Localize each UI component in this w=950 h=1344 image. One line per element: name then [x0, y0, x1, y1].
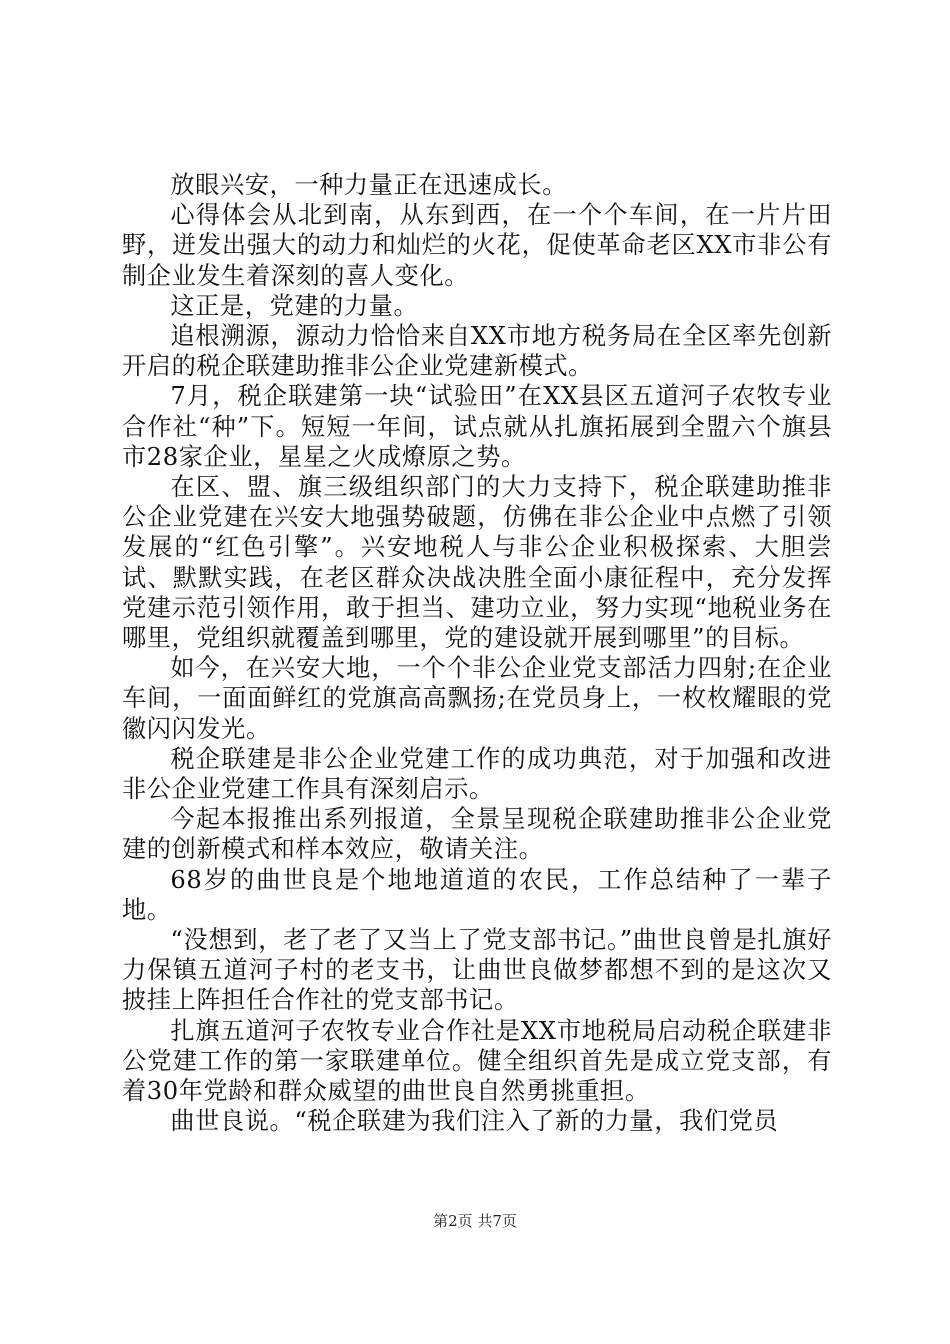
- paragraph: 这正是，党建的力量。: [170, 291, 419, 320]
- paragraph: 68岁的曲世良是个地地道道的农民，工作总结种了一辈子地。: [122, 865, 832, 924]
- paragraph: 税企联建是非公企业党建工作的成功典范，对于加强和改进非公企业党建工作具有深刻启示。: [122, 744, 832, 804]
- paragraph: 追根溯源，源动力恰恰来自XX市地方税务局在全区率先创新开启的税企联建助推非公企业党建新模式。: [122, 322, 832, 381]
- paragraph: 放眼兴安，一种力量正在迅速成长。: [170, 171, 567, 199]
- paragraph: “没想到，老了老了又当上了党支部书记。”曲世良曾是扎旗好力保镇五道河子村的老支书，让曲世良做梦都想不到的是这次又披挂上阵担任合作社的党支部书记。: [122, 926, 832, 1015]
- paragraph: 心得体会从北到南，从东到西，在一个个车间，在一片片田野，迸发出强大的动力和灿烂的火花，促使革命老区XX市非公有制企业发生着深刻的喜人变化。: [122, 201, 832, 290]
- paragraph: 今起本报推出系列报道，全景呈现税企联建助推非公企业党建的创新模式和样本效应，敬请关注。: [122, 805, 832, 864]
- paragraph: 扎旗五道河子农牧专业合作社是XX市地税局启动税企联建非公党建工作的第一家联建单位。健全组织首先是成立党支部，有着30年党龄和群众威望的曲世良自然勇挑重担。: [122, 1016, 832, 1106]
- paragraph: 在区、盟、旗三级组织部门的大力支持下，税企联建助推非公企业党建在兴安大地强势破题，仿佛在非公企业中点燃了引领发展的“红色引擎”。兴安地税人与非公企业积极探索、大胆尝试、默默实践，在老区群众决战决胜全面小康征程中，充分发挥党建示范引领作用，敢于担当、建功立业，努力实现“地税业务在哪里，党组织就覆盖到哪里，党的建设就开展到哪里”的目标。: [122, 473, 832, 653]
- page-number-footer: 第2页 共7页: [433, 1212, 517, 1230]
- paragraph: 7月，税企联建第一块“试验田”在XX县区五道河子农牧专业合作社“种”下。短短一年间，试点就从扎旗拓展到全盟六个旗县市28家企业，星星之火成燎原之势。: [122, 382, 832, 471]
- paragraph: 曲世良说。“税企联建为我们注入了新的力量，我们党员: [170, 1107, 779, 1136]
- document-body: [122, 170, 832, 1137]
- paragraph: 如今，在兴安大地，一个个非公企业党支部活力四射;在企业车间，一面面鲜红的党旗高高飘扬;在党员身上，一枚枚耀眼的党徽闪闪发光。: [122, 654, 832, 743]
